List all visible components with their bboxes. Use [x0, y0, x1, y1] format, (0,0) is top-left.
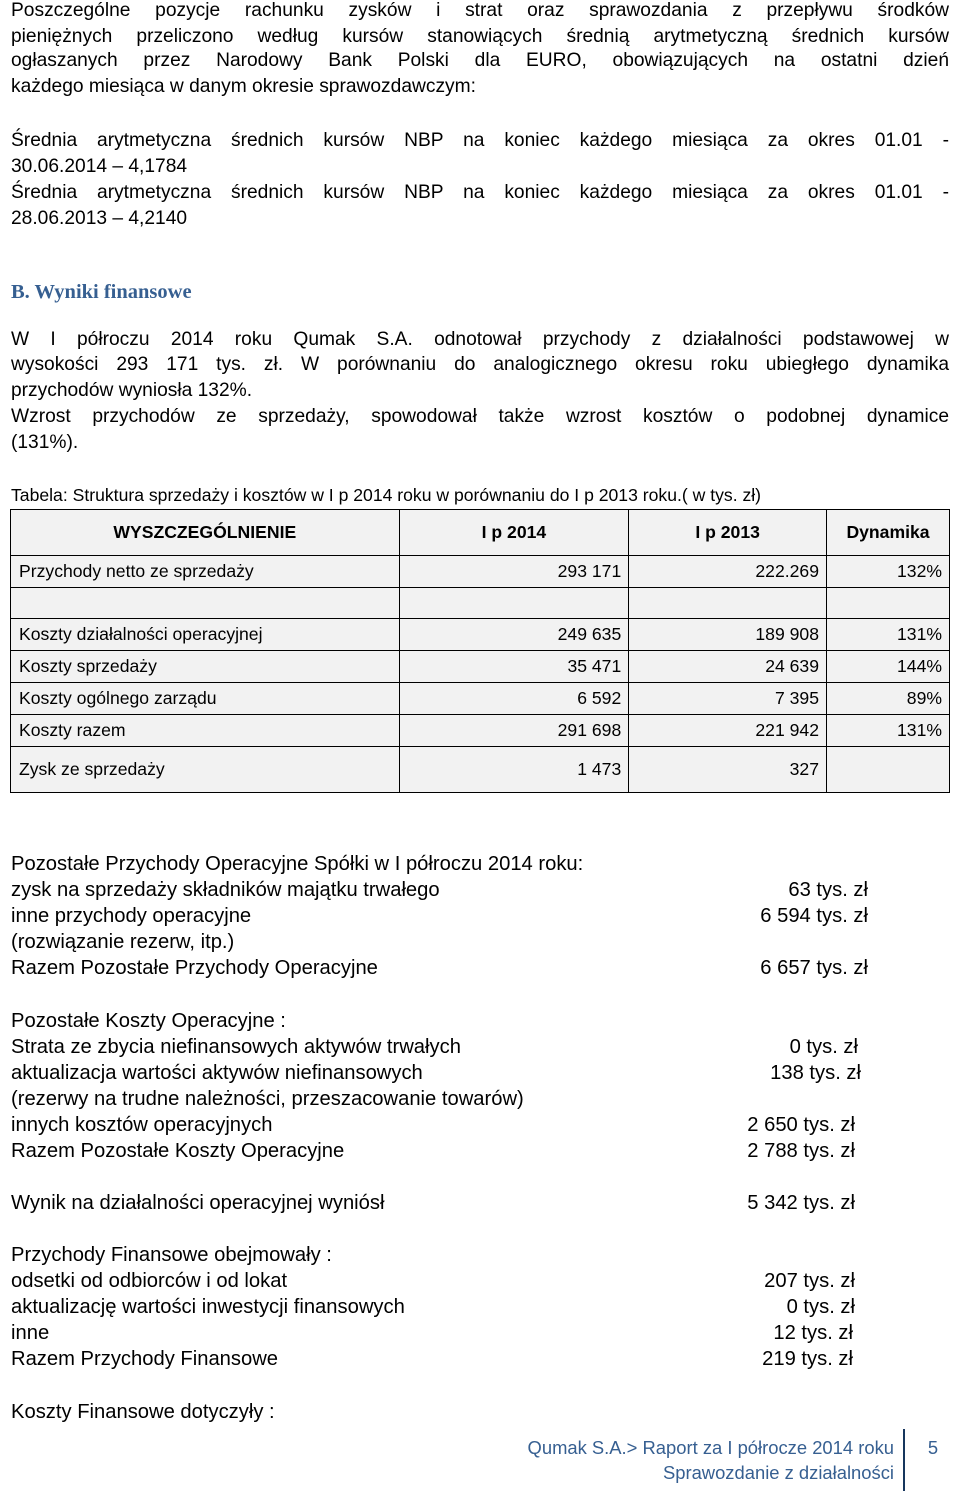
table-row-empty — [11, 588, 950, 619]
value-dynamics — [827, 747, 950, 793]
value-2013 — [629, 588, 827, 619]
financial-income-heading-text: Przychody Finansowe obejmowały : — [11, 1244, 332, 1266]
other-costs-heading-text: Pozostałe Koszty Operacyjne : — [11, 1010, 286, 1032]
table-row — [11, 651, 950, 683]
section-heading: B. Wyniki finansowe — [11, 281, 192, 303]
financial-costs-heading-text: Koszty Finansowe dotyczyły : — [11, 1401, 275, 1423]
value-dynamics: 132% — [827, 556, 950, 588]
summary-line-2: wysokości 293 171 tys. zł. W porównaniu do analogicznego okresu roku ubiegłego dynamika — [11, 354, 949, 375]
item-label: Wynik na działalności operacyjnej wyniósł — [11, 1192, 385, 1214]
item-label: inne — [11, 1322, 50, 1344]
table-row — [11, 619, 950, 651]
table-row — [11, 715, 950, 747]
item-label: odsetki od odbiorców i od lokat — [11, 1270, 288, 1292]
col-header-item: WYSZCZEGÓLNIENIE — [11, 510, 400, 556]
page-number: 5 — [927, 1437, 939, 1458]
value-2014: 291 698 — [399, 715, 629, 747]
value-dynamics: 144% — [827, 651, 950, 683]
item-amount: 207 tys. zł — [764, 1270, 855, 1292]
item-amount: 138 tys. zł — [770, 1062, 861, 1084]
rate-2013-line-2: 28.06.2013 – 4,2140 — [11, 208, 188, 229]
value-2013: 327 — [629, 747, 827, 793]
col-header-2014: I p 2014 — [399, 510, 629, 556]
item-amount: 2 650 tys. zł — [747, 1114, 855, 1136]
item-label: Razem Pozostałe Koszty Operacyjne — [11, 1140, 345, 1162]
value-2013: 189 908 — [629, 619, 827, 651]
row-label: Koszty ogólnego zarządu — [11, 683, 400, 715]
item-label: (rezerwy na trudne należności, przeszacowanie towarów) — [11, 1088, 524, 1110]
summary-line-3: przychodów wyniosła 132%. — [11, 380, 253, 401]
item-label: Strata ze zbycia niefinansowych aktywów trwałych — [11, 1036, 461, 1058]
row-label: Koszty razem — [11, 715, 400, 747]
item-amount: 5 342 tys. zł — [747, 1192, 855, 1214]
footer-report-title: Qumak S.A.> Raport za I półrocze 2014 roku — [527, 1437, 894, 1458]
item-label: Razem Pozostałe Przychody Operacyjne — [11, 957, 378, 979]
value-2014 — [399, 588, 629, 619]
item-label: Razem Przychody Finansowe — [11, 1348, 279, 1370]
item-label: zysk na sprzedaży składników majątku trwałego — [11, 879, 440, 901]
value-2014: 6 592 — [399, 683, 629, 715]
intro-line-1: Poszczególne pozycje rachunku zysków i strat oraz sprawozdania z przepływu środków — [11, 0, 949, 21]
summary-line-5: (131%). — [11, 432, 79, 453]
item-label: aktualizacja wartości aktywów niefinansowych — [11, 1062, 423, 1084]
item-amount: 0 tys. zł — [789, 1036, 858, 1058]
value-2014: 1 473 — [399, 747, 629, 793]
item-amount: 2 788 tys. zł — [747, 1140, 855, 1162]
row-label — [11, 588, 400, 619]
row-label: Koszty sprzedaży — [11, 651, 400, 683]
table-row — [11, 556, 950, 588]
table-header-row — [11, 510, 950, 556]
rate-2014-line-2: 30.06.2014 – 4,1784 — [11, 156, 188, 177]
item-label: inne przychody operacyjne — [11, 905, 252, 927]
value-dynamics: 89% — [827, 683, 950, 715]
rate-2013-line-1: Średnia arytmetyczna średnich kursów NBP na koniec każdego miesiąca za okres 01.01 - — [11, 182, 949, 203]
table-row — [11, 747, 950, 793]
item-amount: 12 tys. zł — [773, 1322, 853, 1344]
item-label: aktualizację wartości inwestycji finansowych — [11, 1296, 405, 1318]
value-2013: 7 395 — [629, 683, 827, 715]
row-label: Przychody netto ze sprzedaży — [11, 556, 400, 588]
item-amount: 0 tys. zł — [786, 1296, 855, 1318]
footer-subtitle: Sprawozdanie z działalności — [662, 1462, 894, 1483]
value-2014: 35 471 — [399, 651, 629, 683]
page-footer — [0, 1429, 960, 1491]
other-income-heading-text: Pozostałe Przychody Operacyjne Spółki w I półroczu 2014 roku: — [11, 853, 584, 875]
col-header-dynamics: Dynamika — [827, 510, 950, 556]
col-header-2013: I p 2013 — [629, 510, 827, 556]
row-label: Koszty działalności operacyjnej — [11, 619, 400, 651]
intro-line-4: każdego miesiąca w danym okresie sprawozdawczym: — [11, 76, 476, 97]
sales-costs-table — [10, 509, 950, 793]
value-2013: 24 639 — [629, 651, 827, 683]
item-label: (rozwiązanie rezerw, itp.) — [11, 931, 235, 953]
value-2013: 221 942 — [629, 715, 827, 747]
value-dynamics — [827, 588, 950, 619]
value-2014: 249 635 — [399, 619, 629, 651]
footer-title — [528, 1435, 894, 1485]
footer-divider — [903, 1429, 905, 1491]
table-caption: Tabela: Struktura sprzedaży i kosztów w I p 2014 roku w porównaniu do I p 2013 roku.( w tys. zł) — [11, 485, 762, 505]
summary-line-4: Wzrost przychodów ze sprzedaży, spowodował także wzrost kosztów o podobnej dynamice — [11, 406, 949, 427]
rate-2014-line-1: Średnia arytmetyczna średnich kursów NBP na koniec każdego miesiąca za okres 01.01 - — [11, 130, 949, 151]
intro-line-2: pieniężnych przeliczono według kursów stanowiących średnią arytmetyczną średnich kursów — [11, 26, 949, 47]
value-dynamics: 131% — [827, 715, 950, 747]
table-row — [11, 683, 950, 715]
row-label: Zysk ze sprzedaży — [11, 747, 400, 793]
value-2013: 222.269 — [629, 556, 827, 588]
summary-line-1: W I półroczu 2014 roku Qumak S.A. odnotował przychody z działalności podstawowej w — [11, 329, 949, 350]
value-2014: 293 171 — [399, 556, 629, 588]
item-amount: 219 tys. zł — [762, 1348, 853, 1370]
value-dynamics: 131% — [827, 619, 950, 651]
item-label: innych kosztów operacyjnych — [11, 1114, 273, 1136]
intro-line-3: ogłaszanych przez Narodowy Bank Polski dla EURO, obowiązujących na ostatni dzień — [11, 50, 949, 71]
item-amount: 63 tys. zł — [788, 879, 868, 901]
item-amount: 6 594 tys. zł — [760, 905, 868, 927]
item-amount: 6 657 tys. zł — [760, 957, 868, 979]
